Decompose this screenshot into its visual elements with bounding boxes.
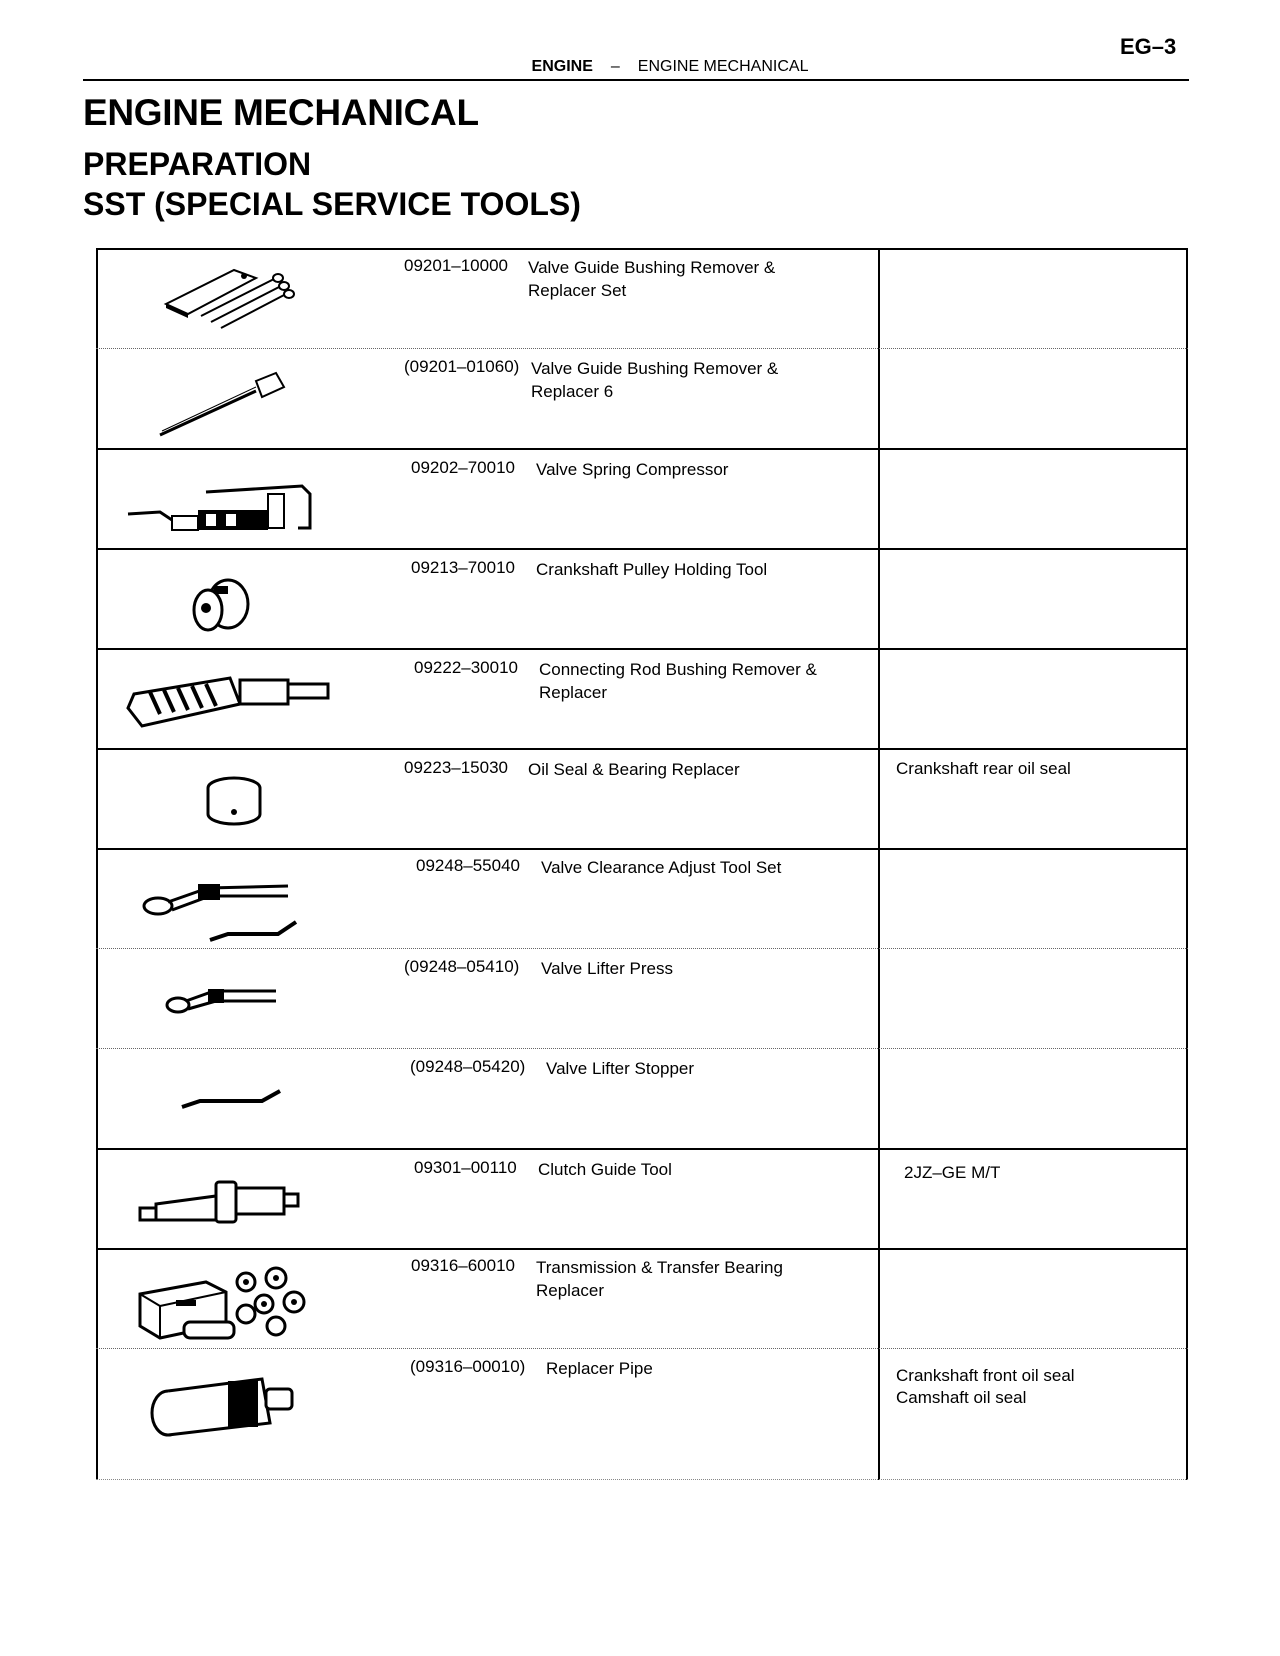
- table-row: [96, 748, 1188, 850]
- table-row: [96, 948, 1188, 1049]
- part-number: 09213–70010: [411, 558, 516, 577]
- part-number: 09248–55040: [416, 856, 521, 875]
- part-name: Oil Seal & Bearing Replacer: [528, 760, 740, 779]
- table-bottom-edge: [96, 1479, 1188, 1480]
- part-name: Crankshaft Pulley Holding Tool: [536, 560, 768, 579]
- page-title: ENGINE MECHANICAL: [83, 92, 479, 133]
- table-row: [96, 448, 1188, 550]
- bushing-remover-icon: [156, 369, 396, 439]
- valve-lifter-press-icon: [164, 979, 404, 1029]
- valve-lifter-stopper-icon: [176, 1079, 416, 1119]
- clutch-guide-icon: [136, 1174, 376, 1234]
- running-header: [0, 58, 1280, 76]
- part-number: (09316–00010): [410, 1357, 526, 1376]
- table-row: [96, 1148, 1188, 1250]
- part-name: Connecting Rod Bushing Remover & Replacer: [539, 660, 817, 702]
- part-name: Valve Guide Bushing Remover & Replacer 6: [531, 359, 779, 401]
- section-title: PREPARATION: [83, 146, 312, 182]
- part-name: Valve Spring Compressor: [536, 460, 729, 479]
- part-name: Transmission & Transfer Bearing Replacer: [536, 1258, 783, 1300]
- part-number: (09201–01060): [404, 357, 520, 376]
- usage-note: [896, 758, 1176, 780]
- usage-note: [896, 1365, 1176, 1409]
- table-row: [96, 1348, 1188, 1481]
- running-header-subsection: ENGINE MECHANICAL: [637, 58, 809, 75]
- valve-guide-set-icon: [156, 256, 396, 336]
- table-row: [96, 648, 1188, 750]
- part-number: (09248–05410): [404, 957, 520, 976]
- running-header-separator: –: [610, 58, 620, 75]
- usage-note-line: 2JZ–GE M/T: [904, 1163, 1001, 1182]
- rod-bushing-tool-icon: [120, 664, 360, 734]
- part-number: 09202–70010: [411, 458, 516, 477]
- page-number: EG–3: [1120, 34, 1177, 59]
- table-row: [96, 848, 1188, 950]
- part-number: 09222–30010: [414, 658, 519, 677]
- running-header-section: ENGINE: [531, 58, 593, 75]
- part-number: 09301–00110: [414, 1158, 517, 1177]
- part-number: 09316–60010: [411, 1256, 516, 1275]
- table-row: [96, 348, 1188, 449]
- bearing-replacer-set-icon: [136, 1260, 376, 1350]
- sst-table: [96, 248, 1188, 1480]
- part-number: 09223–15030: [404, 758, 509, 777]
- part-name: Valve Clearance Adjust Tool Set: [541, 858, 782, 877]
- table-row: [96, 248, 1188, 348]
- table-row: [96, 1248, 1188, 1350]
- usage-note-line: Camshaft oil seal: [896, 1388, 1027, 1407]
- pulley-holding-tool-icon: [184, 570, 424, 640]
- part-name: Valve Lifter Stopper: [546, 1059, 695, 1078]
- part-name: Valve Guide Bushing Remover & Replacer Set: [528, 258, 776, 300]
- usage-note-line: Crankshaft rear oil seal: [896, 759, 1071, 778]
- spring-compressor-icon: [126, 472, 366, 542]
- part-name: Clutch Guide Tool: [538, 1160, 672, 1179]
- part-name: Replacer Pipe: [546, 1359, 653, 1378]
- valve-clearance-set-icon: [138, 866, 378, 946]
- header-rule: [83, 79, 1189, 81]
- replacer-pipe-icon: [146, 1363, 386, 1443]
- part-number: (09248–05420): [410, 1057, 526, 1076]
- part-number: 09201–10000: [404, 256, 509, 275]
- subsection-title: SST (SPECIAL SERVICE TOOLS): [83, 186, 581, 222]
- usage-note: [904, 1162, 1184, 1184]
- table-row: [96, 1048, 1188, 1149]
- usage-note-line: Crankshaft front oil seal: [896, 1366, 1075, 1385]
- oil-seal-replacer-icon: [200, 772, 440, 832]
- part-name: Valve Lifter Press: [541, 959, 673, 978]
- table-row: [96, 548, 1188, 650]
